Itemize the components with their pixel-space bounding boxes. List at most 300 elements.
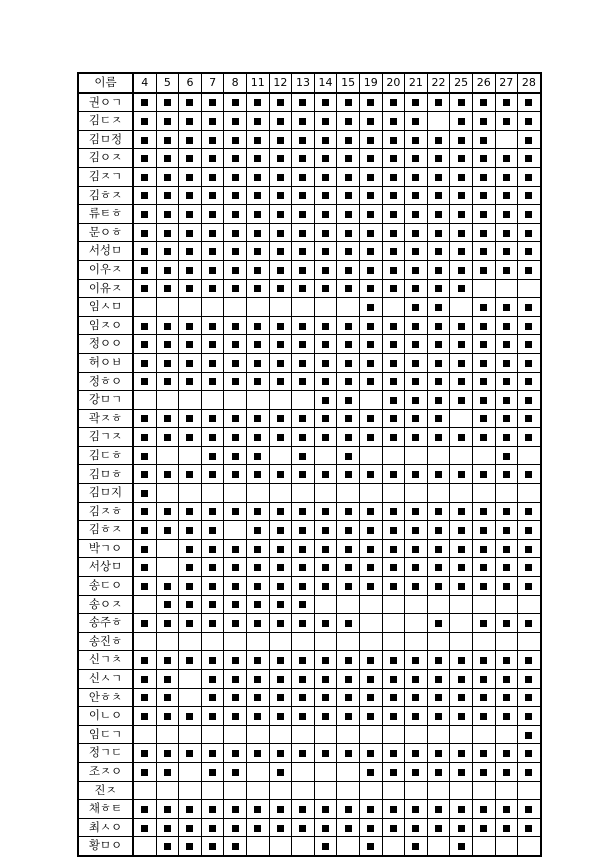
attendance-mark bbox=[141, 137, 148, 144]
attendance-cell bbox=[518, 725, 541, 744]
attendance-cell bbox=[495, 316, 518, 335]
attendance-mark bbox=[458, 323, 465, 330]
attendance-cell bbox=[179, 149, 202, 168]
attendance-mark bbox=[390, 285, 397, 292]
attendance-cell bbox=[314, 93, 337, 112]
attendance-mark bbox=[480, 267, 487, 274]
attendance-mark bbox=[254, 174, 261, 181]
attendance-cell bbox=[156, 707, 179, 726]
attendance-cell bbox=[472, 409, 495, 428]
attendance-mark bbox=[480, 137, 487, 144]
attendance-mark bbox=[525, 248, 532, 255]
attendance-mark bbox=[209, 564, 216, 571]
attendance-cell bbox=[382, 428, 405, 447]
attendance-mark bbox=[412, 750, 419, 757]
attendance-cell bbox=[156, 744, 179, 763]
table-row bbox=[78, 316, 541, 335]
attendance-cell bbox=[179, 428, 202, 447]
attendance-cell bbox=[269, 502, 292, 521]
attendance-mark bbox=[299, 267, 306, 274]
student-name: 강ㅁㄱ bbox=[78, 391, 133, 410]
attendance-cell bbox=[427, 577, 450, 596]
attendance-mark bbox=[164, 583, 171, 590]
attendance-cell bbox=[314, 595, 337, 614]
attendance-cell bbox=[292, 558, 315, 577]
attendance-mark bbox=[322, 564, 329, 571]
attendance-cell bbox=[359, 577, 382, 596]
attendance-cell bbox=[269, 707, 292, 726]
attendance-mark bbox=[186, 155, 193, 162]
attendance-cell bbox=[495, 130, 518, 149]
attendance-cell bbox=[269, 539, 292, 558]
attendance-mark bbox=[232, 360, 239, 367]
attendance-mark bbox=[232, 155, 239, 162]
attendance-mark bbox=[164, 192, 171, 199]
attendance-mark bbox=[232, 508, 239, 515]
attendance-cell bbox=[246, 725, 269, 744]
table-row bbox=[78, 484, 541, 503]
attendance-cell bbox=[337, 539, 360, 558]
attendance-cell bbox=[382, 577, 405, 596]
attendance-cell bbox=[156, 409, 179, 428]
attendance-cell bbox=[405, 446, 428, 465]
attendance-mark bbox=[367, 192, 374, 199]
attendance-cell bbox=[359, 428, 382, 447]
attendance-mark bbox=[525, 676, 532, 683]
attendance-cell bbox=[359, 279, 382, 298]
attendance-mark bbox=[141, 490, 148, 497]
attendance-cell bbox=[269, 688, 292, 707]
attendance-cell bbox=[269, 725, 292, 744]
attendance-cell bbox=[246, 484, 269, 503]
student-name: 신ㅅㄱ bbox=[78, 670, 133, 689]
attendance-cell bbox=[450, 391, 473, 410]
attendance-mark bbox=[412, 211, 419, 218]
attendance-mark bbox=[299, 601, 306, 608]
attendance-cell bbox=[337, 558, 360, 577]
attendance-cell bbox=[472, 818, 495, 837]
attendance-cell bbox=[179, 223, 202, 242]
day-column-header: 7 bbox=[201, 73, 224, 93]
attendance-cell bbox=[179, 242, 202, 261]
attendance-cell bbox=[495, 632, 518, 651]
attendance-mark bbox=[503, 192, 510, 199]
attendance-cell bbox=[292, 223, 315, 242]
attendance-cell bbox=[156, 577, 179, 596]
attendance-mark bbox=[254, 137, 261, 144]
attendance-mark bbox=[232, 230, 239, 237]
attendance-mark bbox=[186, 601, 193, 608]
attendance-mark bbox=[141, 378, 148, 385]
attendance-mark bbox=[345, 415, 352, 422]
attendance-mark bbox=[232, 713, 239, 720]
attendance-cell bbox=[269, 316, 292, 335]
attendance-cell bbox=[337, 502, 360, 521]
attendance-cell bbox=[518, 781, 541, 800]
attendance-mark bbox=[480, 323, 487, 330]
attendance-cell bbox=[201, 707, 224, 726]
attendance-mark bbox=[232, 174, 239, 181]
attendance-cell bbox=[292, 446, 315, 465]
attendance-cell bbox=[314, 279, 337, 298]
student-name: 김ㅁㅎ bbox=[78, 465, 133, 484]
attendance-mark bbox=[345, 397, 352, 404]
attendance-cell bbox=[246, 335, 269, 354]
attendance-mark bbox=[277, 174, 284, 181]
attendance-cell bbox=[405, 781, 428, 800]
attendance-cell bbox=[450, 428, 473, 447]
attendance-cell bbox=[179, 465, 202, 484]
attendance-mark bbox=[480, 583, 487, 590]
attendance-mark bbox=[525, 713, 532, 720]
attendance-cell bbox=[292, 298, 315, 317]
attendance-cell bbox=[156, 781, 179, 800]
attendance-mark bbox=[503, 657, 510, 664]
attendance-mark bbox=[345, 378, 352, 385]
attendance-cell bbox=[133, 781, 156, 800]
attendance-cell bbox=[179, 595, 202, 614]
attendance-cell bbox=[246, 167, 269, 186]
attendance-cell bbox=[292, 539, 315, 558]
attendance-mark bbox=[390, 378, 397, 385]
attendance-cell bbox=[382, 279, 405, 298]
attendance-cell bbox=[337, 149, 360, 168]
table-row bbox=[78, 446, 541, 465]
table-row bbox=[78, 595, 541, 614]
attendance-mark bbox=[503, 415, 510, 422]
day-column-header: 15 bbox=[337, 73, 360, 93]
attendance-cell bbox=[314, 242, 337, 261]
attendance-mark bbox=[345, 694, 352, 701]
attendance-cell bbox=[201, 279, 224, 298]
attendance-mark bbox=[345, 676, 352, 683]
attendance-mark bbox=[164, 155, 171, 162]
attendance-cell bbox=[201, 614, 224, 633]
attendance-cell bbox=[179, 260, 202, 279]
attendance-mark bbox=[412, 397, 419, 404]
attendance-cell bbox=[246, 130, 269, 149]
attendance-mark bbox=[299, 155, 306, 162]
attendance-mark bbox=[458, 676, 465, 683]
attendance-mark bbox=[322, 192, 329, 199]
attendance-cell bbox=[269, 595, 292, 614]
attendance-cell bbox=[179, 279, 202, 298]
attendance-cell bbox=[427, 502, 450, 521]
attendance-cell bbox=[179, 391, 202, 410]
day-column-header: 25 bbox=[450, 73, 473, 93]
attendance-cell bbox=[359, 335, 382, 354]
attendance-cell bbox=[246, 242, 269, 261]
attendance-mark bbox=[322, 323, 329, 330]
attendance-cell bbox=[246, 298, 269, 317]
attendance-mark bbox=[209, 248, 216, 255]
attendance-cell bbox=[269, 112, 292, 131]
attendance-mark bbox=[525, 118, 532, 125]
attendance-cell bbox=[495, 167, 518, 186]
attendance-mark bbox=[412, 360, 419, 367]
attendance-mark bbox=[322, 118, 329, 125]
attendance-mark bbox=[435, 546, 442, 553]
attendance-cell bbox=[224, 242, 247, 261]
attendance-cell bbox=[246, 595, 269, 614]
attendance-cell bbox=[472, 539, 495, 558]
attendance-cell bbox=[518, 818, 541, 837]
attendance-mark bbox=[277, 471, 284, 478]
attendance-cell bbox=[201, 744, 224, 763]
attendance-cell bbox=[495, 112, 518, 131]
attendance-cell bbox=[156, 298, 179, 317]
attendance-mark bbox=[390, 137, 397, 144]
attendance-cell bbox=[450, 595, 473, 614]
attendance-cell bbox=[179, 484, 202, 503]
attendance-mark bbox=[480, 657, 487, 664]
attendance-cell bbox=[314, 744, 337, 763]
attendance-cell bbox=[427, 651, 450, 670]
attendance-cell bbox=[224, 818, 247, 837]
attendance-cell bbox=[472, 279, 495, 298]
attendance-cell bbox=[156, 335, 179, 354]
attendance-mark bbox=[299, 285, 306, 292]
attendance-mark bbox=[254, 806, 261, 813]
attendance-mark bbox=[209, 843, 216, 850]
attendance-cell bbox=[133, 130, 156, 149]
attendance-mark bbox=[458, 806, 465, 813]
attendance-mark bbox=[277, 378, 284, 385]
attendance-mark bbox=[367, 471, 374, 478]
attendance-cell bbox=[292, 577, 315, 596]
attendance-cell bbox=[427, 521, 450, 540]
attendance-cell bbox=[359, 651, 382, 670]
attendance-cell bbox=[405, 800, 428, 819]
attendance-cell bbox=[133, 837, 156, 856]
attendance-cell bbox=[405, 465, 428, 484]
attendance-mark bbox=[186, 285, 193, 292]
attendance-mark bbox=[186, 713, 193, 720]
attendance-cell bbox=[472, 688, 495, 707]
attendance-cell bbox=[382, 260, 405, 279]
attendance-mark bbox=[345, 211, 352, 218]
attendance-mark bbox=[209, 508, 216, 515]
attendance-mark bbox=[141, 825, 148, 832]
student-name: 임ㄷㄱ bbox=[78, 725, 133, 744]
attendance-cell bbox=[269, 818, 292, 837]
attendance-mark bbox=[232, 434, 239, 441]
attendance-cell bbox=[405, 762, 428, 781]
attendance-mark bbox=[412, 546, 419, 553]
attendance-cell bbox=[495, 93, 518, 112]
attendance-cell bbox=[224, 744, 247, 763]
attendance-mark bbox=[141, 174, 148, 181]
attendance-cell bbox=[337, 614, 360, 633]
attendance-mark bbox=[458, 750, 465, 757]
attendance-cell bbox=[246, 316, 269, 335]
attendance-mark bbox=[299, 341, 306, 348]
attendance-mark bbox=[435, 434, 442, 441]
attendance-mark bbox=[254, 694, 261, 701]
attendance-cell bbox=[518, 670, 541, 689]
attendance-cell bbox=[518, 186, 541, 205]
attendance-cell bbox=[427, 484, 450, 503]
attendance-mark bbox=[458, 230, 465, 237]
attendance-mark bbox=[480, 304, 487, 311]
attendance-mark bbox=[412, 694, 419, 701]
attendance-mark bbox=[186, 99, 193, 106]
attendance-mark bbox=[277, 230, 284, 237]
attendance-cell bbox=[337, 316, 360, 335]
attendance-cell bbox=[405, 484, 428, 503]
attendance-cell bbox=[427, 316, 450, 335]
attendance-cell bbox=[179, 800, 202, 819]
attendance-mark bbox=[232, 99, 239, 106]
attendance-mark bbox=[299, 583, 306, 590]
attendance-mark bbox=[254, 601, 261, 608]
attendance-mark bbox=[458, 471, 465, 478]
attendance-mark bbox=[209, 323, 216, 330]
attendance-mark bbox=[367, 583, 374, 590]
attendance-cell bbox=[201, 502, 224, 521]
attendance-cell bbox=[427, 149, 450, 168]
attendance-cell bbox=[472, 744, 495, 763]
attendance-cell bbox=[269, 837, 292, 856]
attendance-cell bbox=[292, 818, 315, 837]
attendance-cell bbox=[495, 670, 518, 689]
attendance-cell bbox=[337, 186, 360, 205]
attendance-mark bbox=[164, 378, 171, 385]
attendance-mark bbox=[412, 564, 419, 571]
attendance-cell bbox=[405, 130, 428, 149]
attendance-cell bbox=[269, 465, 292, 484]
attendance-mark bbox=[277, 137, 284, 144]
attendance-mark bbox=[277, 601, 284, 608]
attendance-cell bbox=[179, 112, 202, 131]
attendance-mark bbox=[435, 248, 442, 255]
attendance-cell bbox=[179, 93, 202, 112]
attendance-mark bbox=[458, 713, 465, 720]
attendance-mark bbox=[299, 676, 306, 683]
attendance-mark bbox=[141, 323, 148, 330]
attendance-mark bbox=[277, 434, 284, 441]
attendance-cell bbox=[427, 670, 450, 689]
attendance-cell bbox=[179, 409, 202, 428]
attendance-cell bbox=[292, 112, 315, 131]
attendance-cell bbox=[246, 223, 269, 242]
attendance-mark bbox=[232, 323, 239, 330]
attendance-mark bbox=[525, 397, 532, 404]
attendance-cell bbox=[337, 762, 360, 781]
attendance-cell bbox=[337, 260, 360, 279]
attendance-mark bbox=[480, 155, 487, 162]
attendance-cell bbox=[472, 595, 495, 614]
attendance-cell bbox=[472, 781, 495, 800]
attendance-cell bbox=[292, 744, 315, 763]
attendance-cell bbox=[495, 800, 518, 819]
attendance-cell bbox=[359, 707, 382, 726]
attendance-mark bbox=[367, 174, 374, 181]
attendance-mark bbox=[503, 248, 510, 255]
student-name: 김ㅁ정 bbox=[78, 130, 133, 149]
attendance-cell bbox=[246, 260, 269, 279]
attendance-mark bbox=[480, 378, 487, 385]
attendance-cell bbox=[201, 316, 224, 335]
attendance-cell bbox=[292, 762, 315, 781]
attendance-mark bbox=[458, 583, 465, 590]
attendance-cell bbox=[359, 632, 382, 651]
attendance-mark bbox=[412, 415, 419, 422]
attendance-cell bbox=[201, 725, 224, 744]
attendance-mark bbox=[277, 211, 284, 218]
attendance-mark bbox=[141, 657, 148, 664]
attendance-cell bbox=[269, 762, 292, 781]
attendance-cell bbox=[269, 279, 292, 298]
attendance-cell bbox=[292, 353, 315, 372]
attendance-cell bbox=[495, 205, 518, 224]
attendance-mark bbox=[435, 230, 442, 237]
attendance-cell bbox=[405, 725, 428, 744]
attendance-cell bbox=[269, 242, 292, 261]
attendance-mark bbox=[525, 415, 532, 422]
attendance-cell bbox=[133, 762, 156, 781]
attendance-mark bbox=[254, 508, 261, 515]
attendance-cell bbox=[133, 539, 156, 558]
attendance-cell bbox=[314, 186, 337, 205]
attendance-cell bbox=[156, 205, 179, 224]
attendance-cell bbox=[246, 112, 269, 131]
attendance-cell bbox=[269, 614, 292, 633]
attendance-mark bbox=[254, 434, 261, 441]
attendance-mark bbox=[186, 230, 193, 237]
attendance-cell bbox=[246, 502, 269, 521]
attendance-mark bbox=[209, 378, 216, 385]
student-name: 김ㅇㅈ bbox=[78, 149, 133, 168]
attendance-mark bbox=[299, 174, 306, 181]
attendance-mark bbox=[164, 620, 171, 627]
attendance-cell bbox=[427, 688, 450, 707]
attendance-mark bbox=[503, 99, 510, 106]
attendance-mark bbox=[299, 248, 306, 255]
attendance-cell bbox=[518, 260, 541, 279]
attendance-cell bbox=[405, 428, 428, 447]
attendance-mark bbox=[164, 118, 171, 125]
table-row bbox=[78, 632, 541, 651]
attendance-cell bbox=[133, 670, 156, 689]
table-row bbox=[78, 130, 541, 149]
attendance-cell bbox=[224, 558, 247, 577]
attendance-cell bbox=[201, 837, 224, 856]
attendance-cell bbox=[472, 93, 495, 112]
attendance-cell bbox=[427, 279, 450, 298]
attendance-mark bbox=[525, 230, 532, 237]
attendance-mark bbox=[390, 360, 397, 367]
attendance-mark bbox=[141, 564, 148, 571]
attendance-cell bbox=[495, 335, 518, 354]
attendance-mark bbox=[412, 843, 419, 850]
attendance-cell bbox=[518, 242, 541, 261]
attendance-cell bbox=[405, 818, 428, 837]
attendance-cell bbox=[156, 391, 179, 410]
attendance-cell bbox=[427, 353, 450, 372]
attendance-cell bbox=[382, 781, 405, 800]
attendance-mark bbox=[322, 341, 329, 348]
attendance-cell bbox=[314, 167, 337, 186]
attendance-mark bbox=[412, 137, 419, 144]
attendance-mark bbox=[254, 267, 261, 274]
attendance-mark bbox=[390, 211, 397, 218]
attendance-cell bbox=[201, 372, 224, 391]
attendance-cell bbox=[427, 800, 450, 819]
attendance-cell bbox=[246, 465, 269, 484]
attendance-cell bbox=[405, 353, 428, 372]
attendance-mark bbox=[525, 174, 532, 181]
